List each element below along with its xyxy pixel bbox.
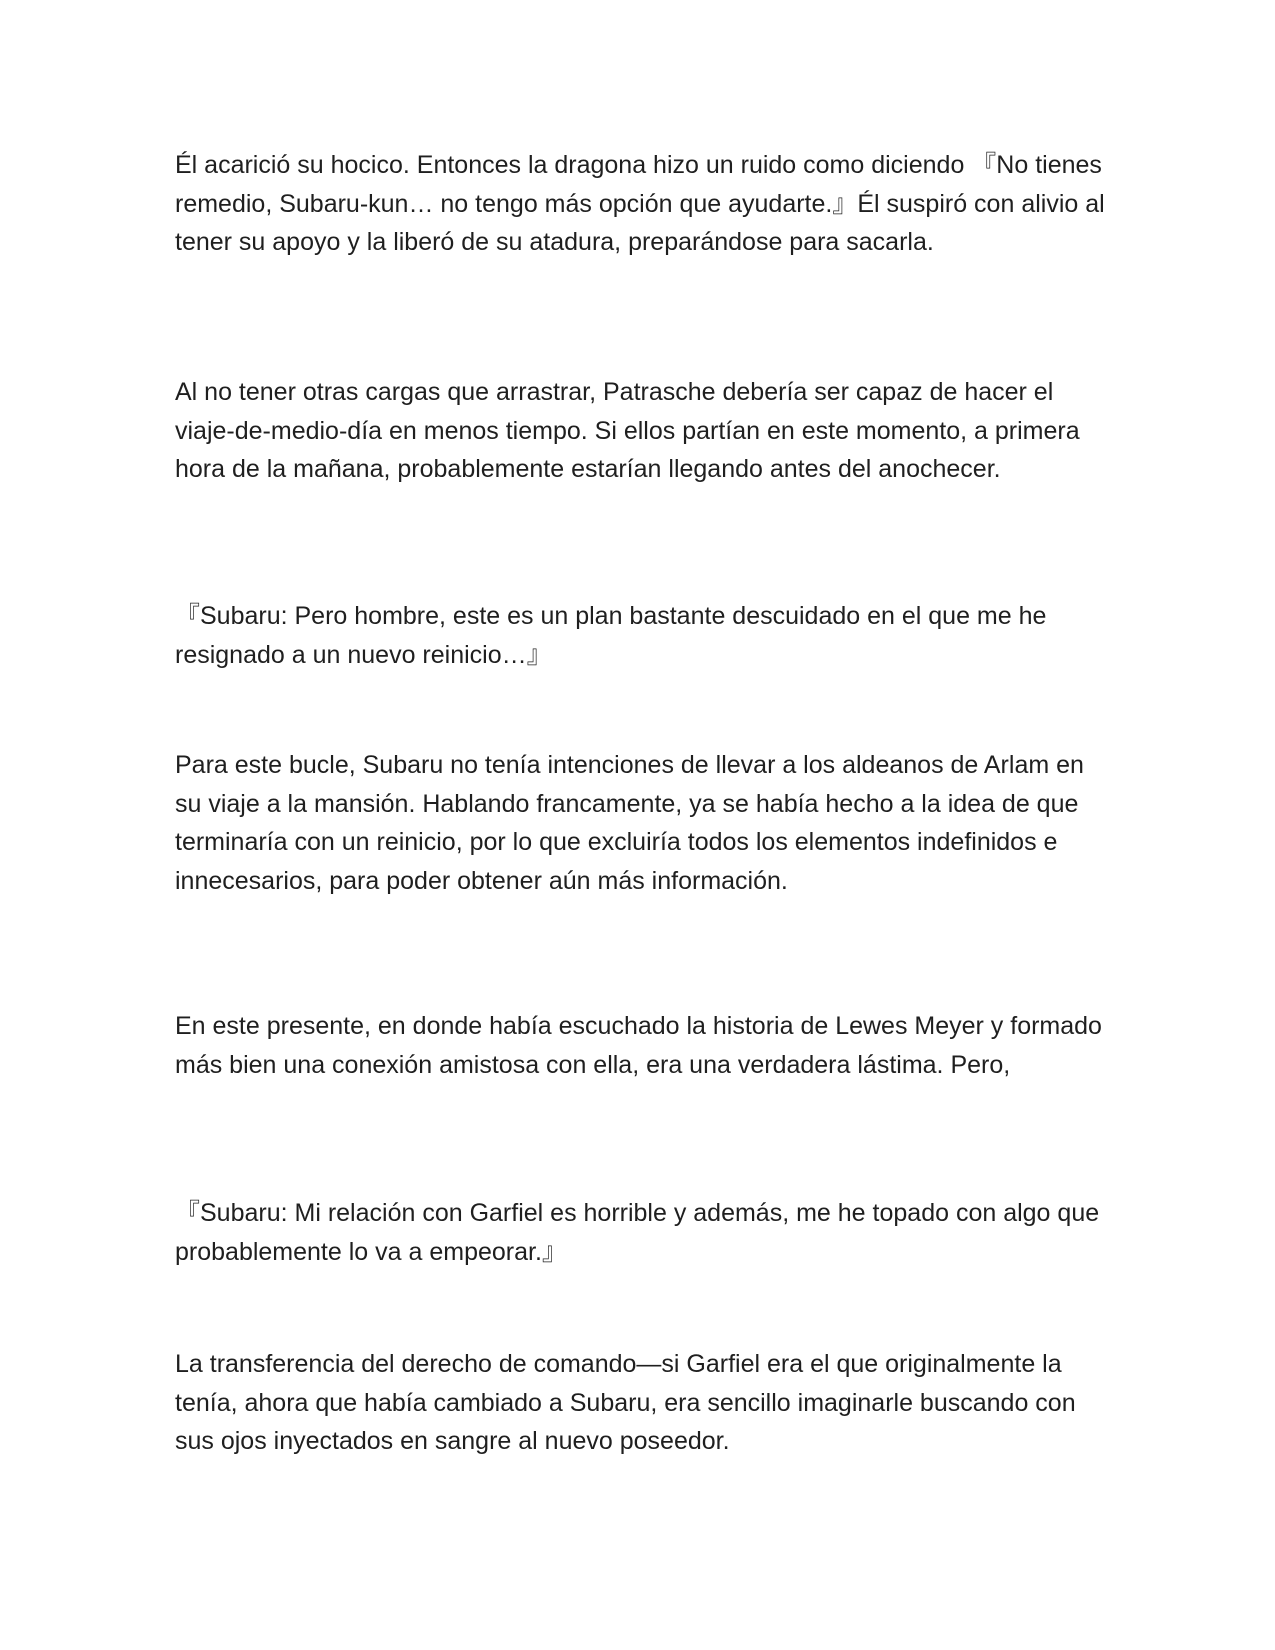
paragraph-7: La transferencia del derecho de comando—si Garfiel era el que originalmente la tenía, ahora que había cambiado a Subaru, era sencillo imaginarle buscando con sus ojos inyectados en sangre al nuevo poseedor. (175, 1350, 1076, 1455)
paragraph-1: Él acarició su hocico. Entonces la dragona hizo un ruido como diciendo 『No tienes remedio, Subaru-kun… no tengo más opción que ayudarte.』Él suspiró con alivio al tener su apoyo y la liberó de su atadura, preparándose para sacarla. (175, 151, 1105, 256)
paragraph-2: Al no tener otras cargas que arrastrar, Patrasche debería ser capaz de hacer el viaje-de-medio-día en menos tiempo. Si ellos partían en este momento, a primera hora de la mañana, probablemente estarían llegando antes del anochecer. (175, 378, 1080, 483)
paragraph-5: En este presente, en donde había escuchado la historia de Lewes Meyer y formado más bien una conexión amistosa con ella, era una verdadera lástima. Pero, (175, 1012, 1102, 1079)
paragraph-4: Para este bucle, Subaru no tenía intenciones de llevar a los aldeanos de Arlam en su viaje a la mansión. Hablando francamente, ya se había hecho a la idea de que terminaría con un reinicio, por lo que excluiría todos los elementos indefinidos e innecesarios, para poder obtener aún más información. (175, 751, 1084, 895)
paragraph-3-dialogue: 『Subaru: Pero hombre, este es un plan bastante descuidado en el que me he resignado a un nuevo reinicio…』 (175, 602, 1047, 669)
paragraph-6-dialogue: 『Subaru: Mi relación con Garfiel es horrible y además, me he topado con algo que probablemente lo va a empeorar.』 (175, 1199, 1100, 1266)
